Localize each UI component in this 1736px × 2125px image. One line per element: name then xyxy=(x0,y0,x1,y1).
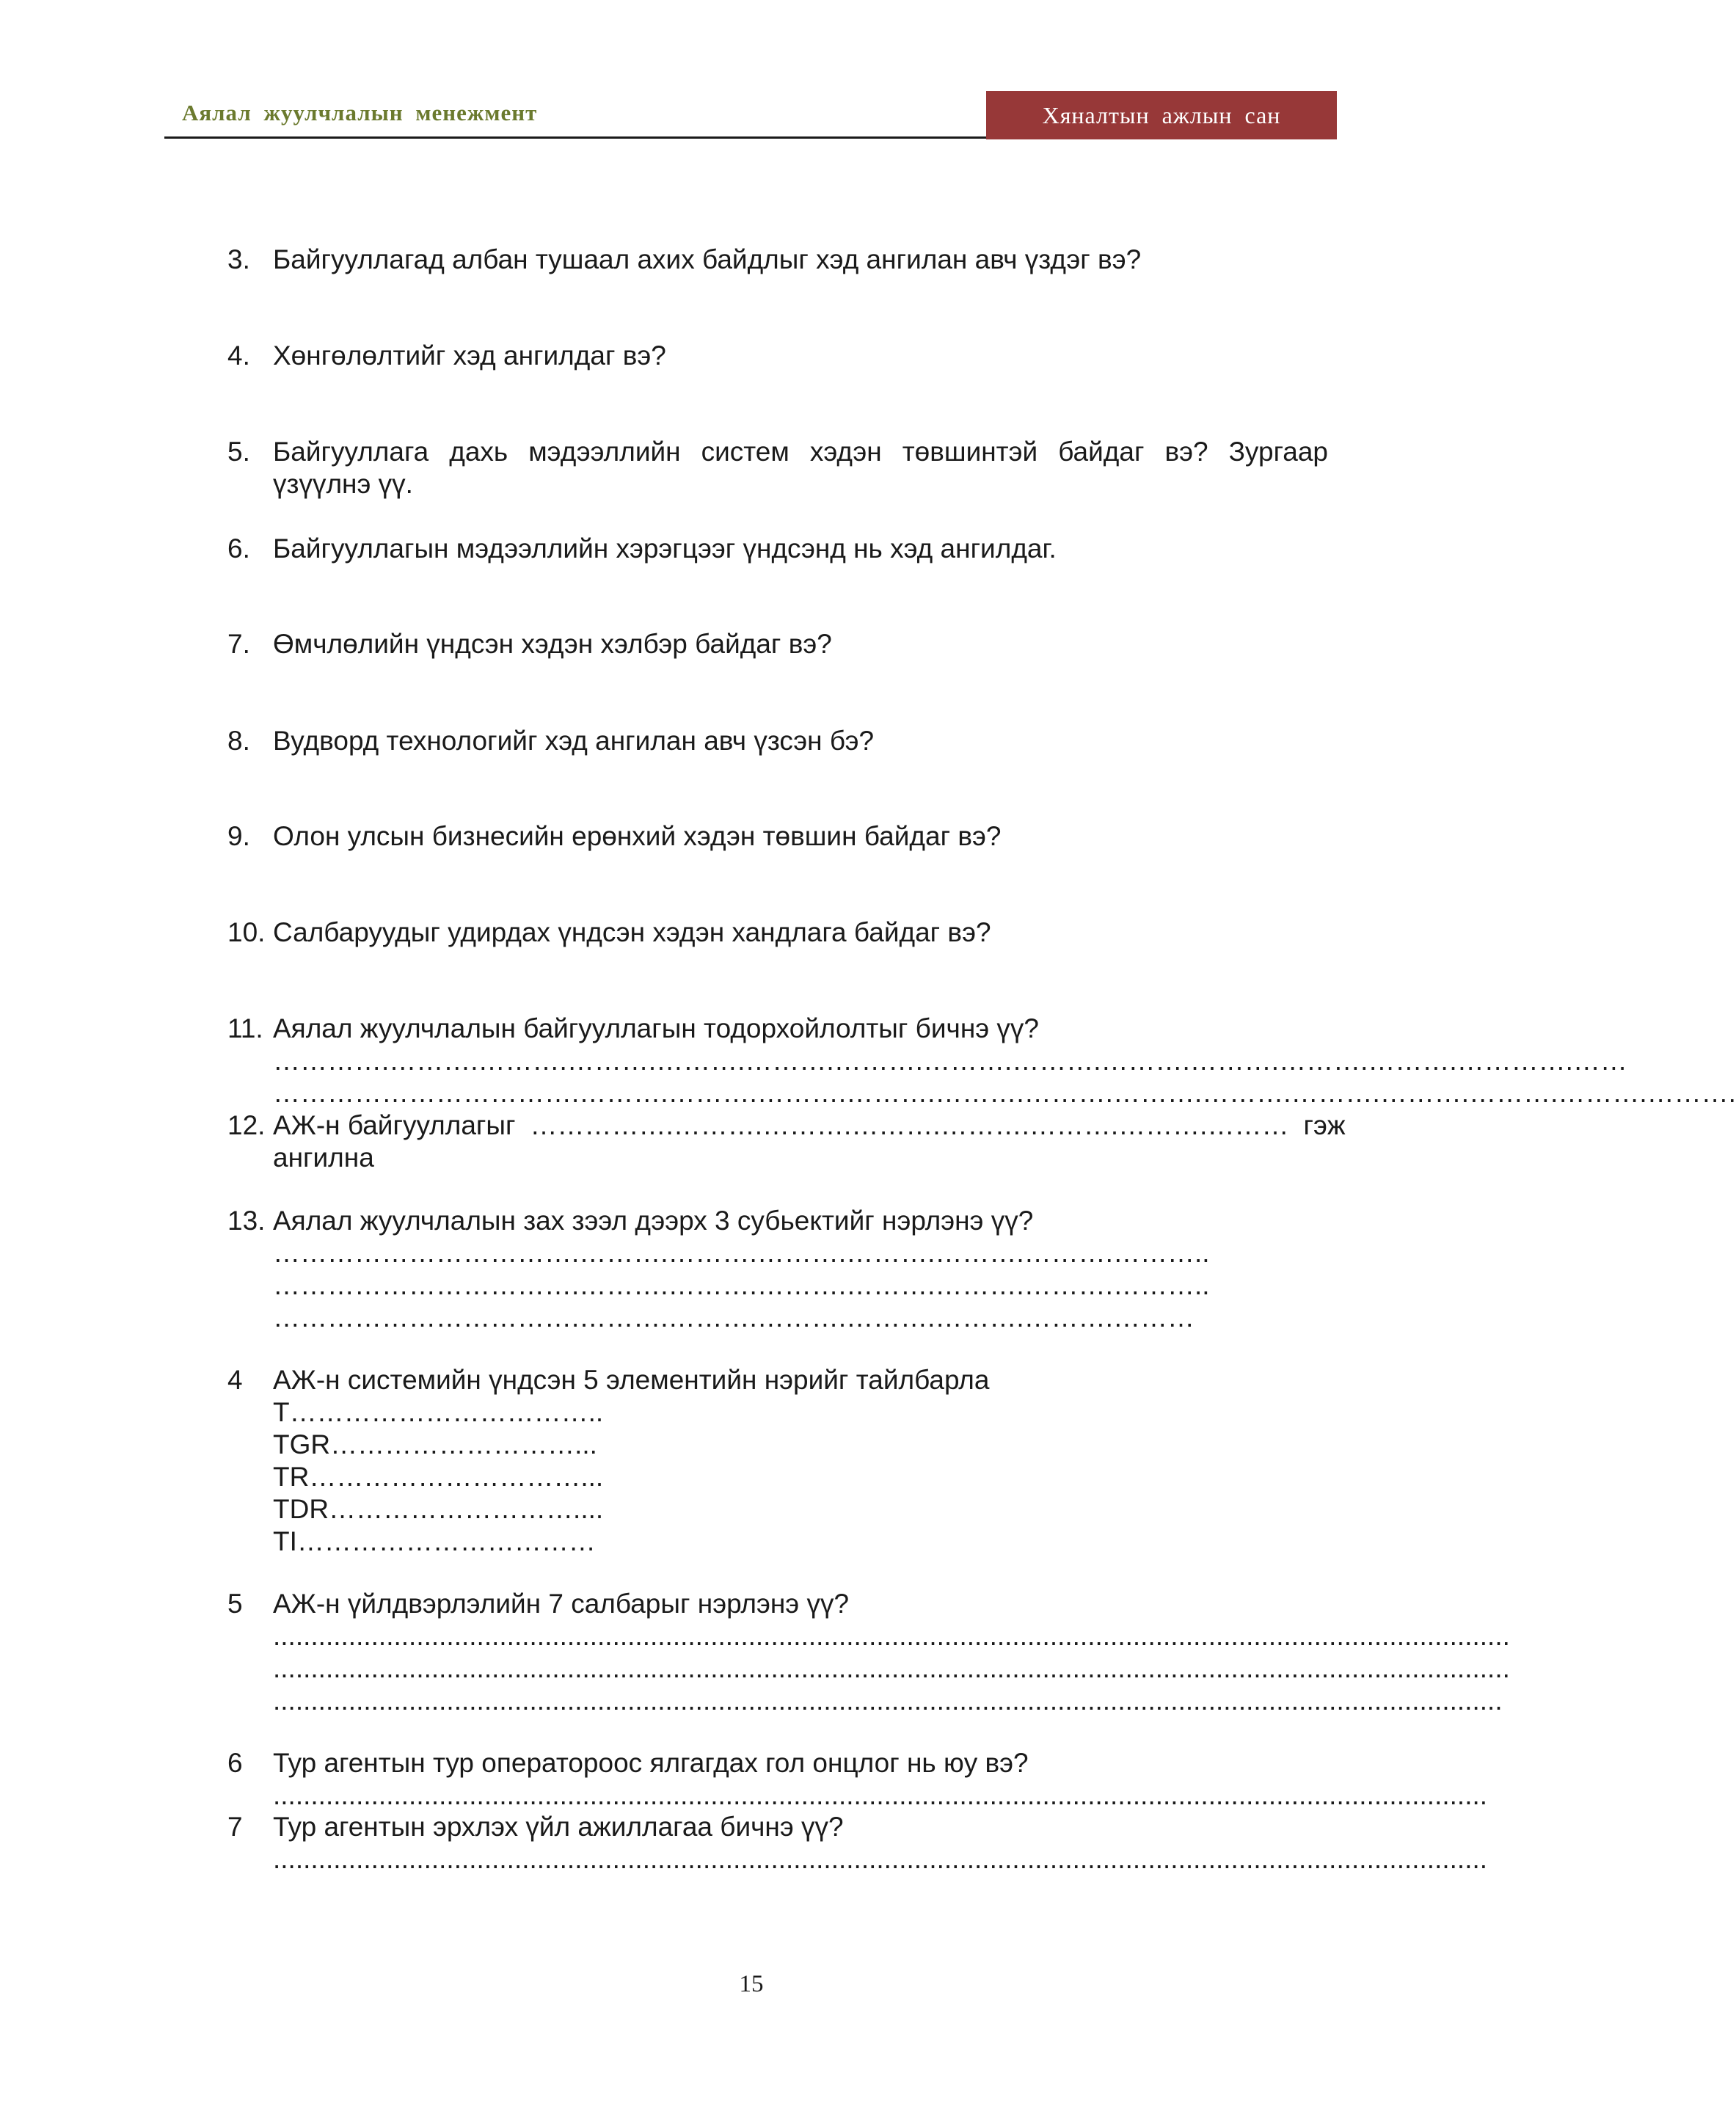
answer-line: .................................................................................................................................................................... xyxy=(273,1621,1510,1651)
question-item xyxy=(227,1811,1488,1876)
question-item xyxy=(227,340,1328,372)
question-text: Тур агентын эрхлэх үйл ажиллагаа бичнэ үү? xyxy=(273,1812,844,1842)
answer-line: ................................................................................................................................................................. xyxy=(273,1844,1488,1874)
question-text: Салбаруудыг удирдах үндсэн хэдэн хандлага байдаг вэ? xyxy=(273,917,991,947)
answer-line: …………………………….……….……….……….……….……….……….……….. xyxy=(273,1238,1210,1268)
question-item xyxy=(227,533,1328,565)
question-item xyxy=(227,916,1328,949)
question-text: Тур агентын тур оператороос ялгагдах гол онцлог нь юу вэ? xyxy=(273,1748,1029,1778)
question-text: Вудворд технологийг хэд ангилан авч үзсэн бэ? xyxy=(273,726,875,756)
answer-line: .................................................................................................................................................................... xyxy=(273,1653,1510,1683)
question-text: Байгууллагад албан тушаал ахих байдлыг хэд ангилан авч үздэг вэ? xyxy=(273,244,1142,274)
question-text: Аялал жуулчлалын байгууллагын тодорхойлолтыг бичнэ үү? xyxy=(273,1013,1039,1043)
question-number: 5 xyxy=(227,1589,243,1619)
question-text: АЖ-н системийн үндсэн 5 элементийн нэрийг тайлбарла xyxy=(273,1365,990,1395)
question-text: Хөнгөлөлтийг хэд ангилдаг вэ? xyxy=(273,340,666,371)
question-text: Байгууллагын мэдээллийн хэрэгцээг үндсэнд нь хэд ангилдаг. xyxy=(273,533,1057,564)
question-text: ангилна xyxy=(273,1142,374,1173)
answer-line: TR…………………………... xyxy=(273,1462,604,1492)
question-number: 13. xyxy=(227,1206,266,1236)
question-number: 10. xyxy=(227,917,266,947)
answer-line: …………………………….……….……….……….……….……….……….……… xyxy=(273,1302,1195,1333)
question-text: Өмчлөлийн үндсэн хэдэн хэлбэр байдаг вэ? xyxy=(273,629,832,659)
question-item xyxy=(227,1013,1736,1109)
question-item xyxy=(227,725,1328,757)
question-item xyxy=(227,1588,1510,1717)
answer-line: ………….……….……….……….……….……….……….……….……….……….……….……….……….………….…… xyxy=(273,1046,1627,1076)
question-item xyxy=(227,1364,1328,1558)
header-left-title: Аялал жуулчлалын менежмент xyxy=(182,100,538,125)
answer-line: …………………………….……….……….……….……….……….……….……….……….……….……….……….……….………. xyxy=(273,1078,1736,1108)
question-text: АЖ-н үйлдвэрлэлийн 7 салбарыг нэрлэнэ үү? xyxy=(273,1589,850,1619)
question-text: гэж xyxy=(1303,1110,1346,1140)
answer-line: TDR……………………….... xyxy=(273,1494,604,1524)
answer-line: ................................................................................................................................................................... xyxy=(273,1685,1503,1716)
question-text: Аялал жуулчлалын зах зээл дээрх 3 субьектийг нэрлэнэ үү? xyxy=(273,1206,1034,1236)
answer-blank: …………….……….……….……….……….……….……….……… xyxy=(530,1110,1289,1140)
header-rule xyxy=(164,136,986,139)
answer-line: ................................................................................................................................................................. xyxy=(273,1780,1488,1810)
header-right-title: Хяналтын ажлын сан xyxy=(1042,101,1281,128)
answer-line: …………………………….……….……….……….……….……….……….……….. xyxy=(273,1270,1210,1300)
question-item xyxy=(227,1747,1488,1812)
question-number: 9. xyxy=(227,821,250,851)
question-item xyxy=(227,1109,1346,1174)
question-number: 11. xyxy=(227,1013,263,1043)
question-text: Байгууллага дахь мэдээллийн систем хэдэн төвшинтэй байдаг вэ? Зургаар үзүүлнэ үү. xyxy=(273,437,1328,499)
question-text: АЖ-н байгууллагыг xyxy=(273,1110,516,1140)
question-item xyxy=(227,820,1328,853)
question-text: Олон улсын бизнесийн ерөнхий хэдэн төвшин байдаг вэ? xyxy=(273,821,1002,851)
answer-line: TI…………………………… xyxy=(273,1526,596,1556)
question-number: 6. xyxy=(227,533,250,564)
question-number: 4. xyxy=(227,340,250,371)
question-item xyxy=(227,244,1328,276)
question-number: 4 xyxy=(227,1365,243,1395)
question-item xyxy=(227,436,1328,500)
question-number: 5. xyxy=(227,437,250,467)
answer-line: TGR………………………... xyxy=(273,1429,597,1459)
question-number: 8. xyxy=(227,726,250,756)
question-item xyxy=(227,1205,1328,1334)
question-number: 6 xyxy=(227,1748,243,1778)
question-number: 12. xyxy=(227,1110,266,1140)
question-item xyxy=(227,628,1328,660)
question-number: 7. xyxy=(227,629,250,659)
question-number: 3. xyxy=(227,244,250,274)
answer-line: T…………………………….. xyxy=(273,1397,604,1427)
question-number: 7 xyxy=(227,1812,243,1842)
page-number: 15 xyxy=(739,1971,764,1997)
header-right-tab xyxy=(986,91,1337,139)
